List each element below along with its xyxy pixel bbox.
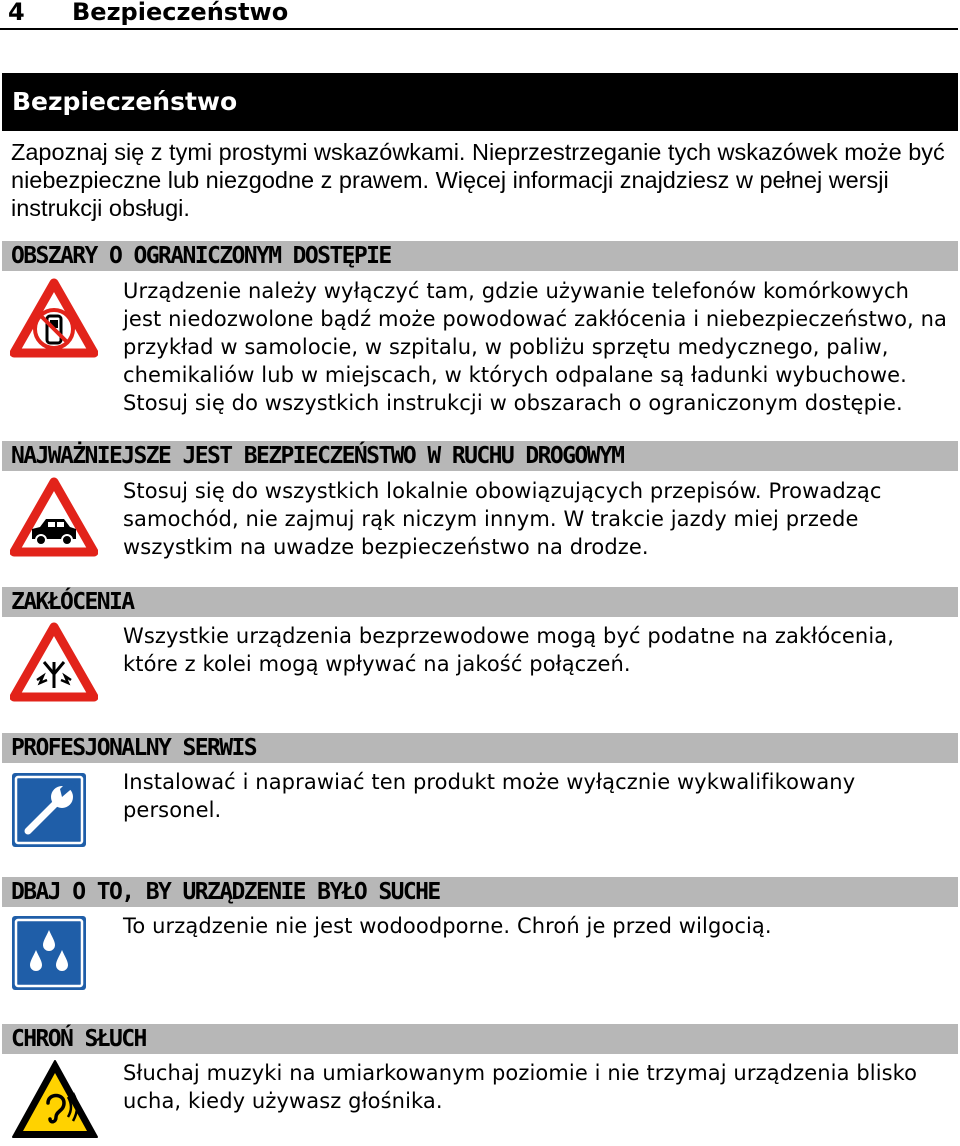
- no-phone-warning-icon: [10, 278, 98, 358]
- section-heading-text: CHROŃ SŁUCH: [11, 1026, 146, 1052]
- section-heading-protect-hearing: [2, 1024, 958, 1054]
- section-heading-text: NAJWAŻNIEJSZE JEST BEZPIECZEŃSTWO W RUCHU DROGOWYM: [11, 443, 624, 469]
- section-heading-interference: [2, 587, 958, 617]
- section-text-interference: Wszystkie urządzenia bezprzewodowe mogą być podatne na zakłócenia, które z kolei mogą wpływać na jakość połączeń.: [123, 624, 895, 676]
- running-header-title: Bezpieczeństwo: [72, 0, 289, 26]
- interference-warning-icon: [10, 622, 98, 702]
- car-warning-icon: [10, 477, 98, 557]
- page-number: 4: [8, 0, 25, 26]
- chapter-title: Bezpieczeństwo: [12, 87, 238, 116]
- section-heading-text: OBSZARY O OGRANICZONYM DOSTĘPIE: [11, 243, 391, 269]
- chapter-banner: [2, 73, 958, 131]
- section-heading-professional-service: [2, 733, 958, 763]
- section-heading-text: ZAKŁÓCENIA: [11, 589, 134, 615]
- intro-paragraph: Zapoznaj się z tymi prostymi wskazówkami. Nieprzestrzeganie tych wskazówek może być niebezpieczne lub niezgodne z prawem. Więcej informacji znajdziesz w pełnej wersji instrukcji obsługi.: [11, 139, 945, 221]
- section-heading-road-safety: [2, 441, 958, 471]
- running-header: [0, 0, 958, 30]
- section-heading-text: DBAJ O TO, BY URZĄDZENIE BYŁO SUCHE: [11, 879, 440, 905]
- section-text-road-safety: Stosuj się do wszystkich lokalnie obowiązujących przepisów. Prowadząc samochód, nie zajmuj rąk niczym innym. W trakcie jazdy miej przede wszystkim na uwadze bezpieczeństwo na drodze.: [123, 479, 882, 559]
- section-heading-restricted-areas: [2, 241, 958, 271]
- wrench-icon: [10, 771, 88, 849]
- section-text-restricted-areas: Urządzenie należy wyłączyć tam, gdzie używanie telefonów komórkowych jest niedozwolone bądź może powodować zakłócenia i niebezpieczeństwo, na przykład w samolocie, w szpitalu, w pobliżu sprzętu medycznego, paliw, chemikaliów lub w miejscach, w których odpalane są ładunki wybuchowe. Stosuj się do wszystkich instrukcji w obszarach o ograniczonym dostępie.: [123, 279, 947, 415]
- section-text-keep-dry: To urządzenie nie jest wodoodporne. Chroń je przed wilgocią.: [123, 914, 772, 938]
- hearing-warning-icon: [10, 1057, 100, 1141]
- section-text-protect-hearing: Słuchaj muzyki na umiarkowanym poziomie i nie trzymaj urządzenia blisko ucha, kiedy używasz głośnika.: [123, 1061, 918, 1113]
- section-text-professional-service: Instalować i naprawiać ten produkt może wyłącznie wykwalifikowany personel.: [123, 770, 856, 822]
- section-heading-keep-dry: [2, 877, 958, 907]
- section-heading-text: PROFESJONALNY SERWIS: [11, 735, 256, 761]
- water-drops-icon: [10, 914, 88, 992]
